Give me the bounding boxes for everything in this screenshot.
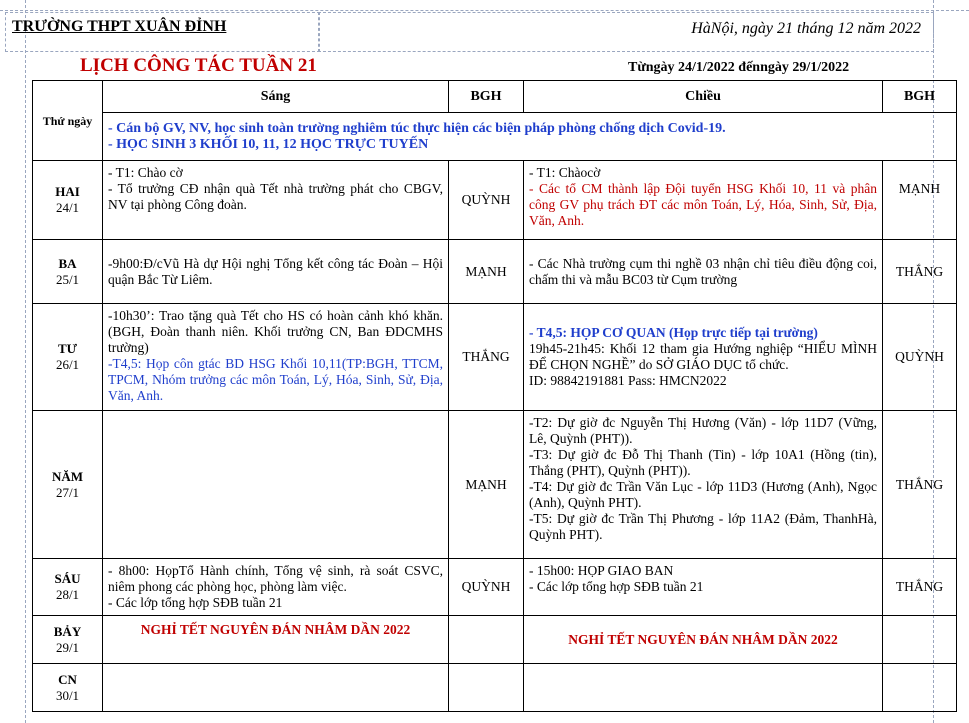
margin-guide-top: [0, 10, 969, 11]
table-row: [33, 616, 957, 664]
bgh-morning: [449, 664, 524, 712]
morning-cell: [103, 161, 449, 240]
col-bgh-afternoon: BGH: [883, 81, 957, 113]
afternoon-cell: [524, 304, 883, 411]
day-name: SÁU: [54, 571, 81, 586]
morning-item-blue: -T4,5: Họp côn gtác BD HSG Khối 10,11(TP:BGH, TTCM, TPCM, Nhóm trưởng các môn Toán, Lý, Hóa, Sinh, Sử, Địa, Văn, Anh.: [108, 356, 443, 403]
notice-line: - Cán bộ GV, NV, học sinh toàn trường nghiêm túc thực hiện các biện pháp phòng chống dịch Covid-19.: [108, 120, 726, 136]
day-name: BA: [58, 255, 77, 271]
afternoon-item: -T3: Dự giờ đc Đỗ Thị Thanh (Tin) - lớp 10A1 (Hồng (tin), Thắng (PHT), Quỳnh (PHT)).: [529, 447, 877, 478]
header-row: [33, 81, 957, 113]
bgh-afternoon: MẠNH: [883, 161, 957, 240]
day-name: TƯ: [57, 341, 78, 356]
table-row: [33, 240, 957, 304]
date-line: HàNội, ngày 21 tháng 12 năm 2022: [691, 20, 921, 37]
morning-item: - Các lớp tổng hợp SĐB tuần 21: [108, 595, 283, 610]
week-title: LỊCH CÔNG TÁC TUẦN 21: [80, 55, 317, 76]
bgh-afternoon: THẮNG: [883, 559, 957, 616]
col-bgh-morning: BGH: [449, 81, 524, 113]
bgh-morning: QUỲNH: [449, 161, 524, 240]
day-cell: [33, 304, 103, 411]
bgh-afternoon: QUỲNH: [883, 304, 957, 411]
afternoon-cell: [524, 559, 883, 616]
day-cell: [33, 664, 103, 712]
bgh-morning: THẮNG: [449, 304, 524, 411]
holiday-morning: NGHỈ TẾT NGUYÊN ĐÁN NHÂM DẦN 2022: [103, 616, 449, 664]
bgh-afternoon: THẮNG: [883, 240, 957, 304]
day-name: BẢY: [53, 623, 82, 639]
school-name: TRƯỜNG THPT XUÂN ĐỈNH: [12, 18, 227, 35]
day-date: 29/1: [55, 639, 80, 655]
table-row: [33, 664, 957, 712]
afternoon-item-red: - Các tổ CM thành lập Đội tuyển HSG Khối 10, 11 và phân công GV phụ trách ĐT các môn Toán, Lý, Hóa, Sinh, Sử, Địa, Văn, Anh.: [529, 181, 877, 228]
bgh-morning: QUỲNH: [449, 559, 524, 616]
afternoon-cell: [524, 161, 883, 240]
morning-cell: [103, 559, 449, 616]
bgh-morning: MẠNH: [449, 411, 524, 559]
morning-cell: [103, 240, 449, 304]
afternoon-cell: [524, 240, 883, 304]
day-name: CN: [58, 671, 77, 687]
afternoon-item: 19h45-21h45: Khối 12 tham gia Hướng nghiệp “HIỂU MÌNH ĐỂ CHỌN NGHỀ” do SỞ GIÁO DỤC tổ chức.: [529, 341, 877, 372]
day-name: NĂM: [51, 468, 84, 484]
bgh-afternoon: THẮNG: [883, 411, 957, 559]
col-morning: Sáng: [103, 81, 449, 113]
afternoon-cell: [524, 664, 883, 712]
morning-item: -10h30’: Trao tặng quà Tết cho HS có hoàn cảnh khó khăn. (BGH, Đoàn thanh niên. Khối trưởng CN, Ban ĐDCMHS trường): [108, 308, 443, 355]
day-cell: [33, 411, 103, 559]
morning-cell: [103, 664, 449, 712]
margin-guide-left: [25, 0, 26, 723]
afternoon-item: - T1: Chàocờ: [529, 165, 601, 180]
day-date: 28/1: [55, 587, 80, 602]
notice-row: [33, 113, 957, 161]
day-date: 27/1: [55, 484, 80, 500]
morning-cell: [103, 304, 449, 411]
col-afternoon: Chiều: [524, 81, 883, 113]
morning-item: - Tổ trưởng CĐ nhận quà Tết nhà trường phát cho CBGV, NV tại phòng Công đoàn.: [108, 181, 443, 212]
table-row: [33, 304, 957, 411]
table-row: [33, 161, 957, 240]
afternoon-item: -T4: Dự giờ đc Trần Văn Lục - lớp 11D3 (Hương (Anh), Ngọc (Anh), Quỳnh PHT).: [529, 479, 877, 510]
afternoon-item-blue: - T4,5: HỌP CƠ QUAN (Họp trực tiếp tại trường): [529, 325, 818, 340]
holiday-afternoon: NGHỈ TẾT NGUYÊN ĐÁN NHÂM DẦN 2022: [524, 616, 883, 664]
afternoon-item: -T2: Dự giờ đc Nguyễn Thị Hương (Văn) - lớp 11D7 (Vững, Lê, Quỳnh (PHT)).: [529, 415, 877, 446]
day-cell: [33, 240, 103, 304]
morning-cell: [103, 411, 449, 559]
day-date: 30/1: [55, 687, 80, 703]
col-day: Thứ ngày: [33, 81, 103, 161]
afternoon-cell: [524, 411, 883, 559]
table-row: [33, 559, 957, 616]
afternoon-item: - Các Nhà trường cụm thi nghề 03 nhận chỉ tiêu điều động coi, chấm thi và mẫu BC03 từ Cụm trường: [529, 255, 877, 287]
schedule-table: [32, 80, 957, 712]
bgh-afternoon: [883, 616, 957, 664]
bgh-morning: [449, 616, 524, 664]
morning-item: - T1: Chào cờ: [108, 165, 183, 180]
day-name: HAI: [55, 184, 80, 199]
afternoon-item: - Các lớp tổng hợp SĐB tuần 21: [529, 579, 704, 594]
table-row: [33, 411, 957, 559]
afternoon-item: ID: 98842191881 Pass: HMCN2022: [529, 373, 727, 388]
notice-line: - HỌC SINH 3 KHỐI 10, 11, 12 HỌC TRỰC TUYẾN: [108, 136, 429, 152]
day-cell: [33, 616, 103, 664]
date-range: Từngày 24/1/2022 đếnngày 29/1/2022: [628, 60, 850, 75]
morning-item: - 8h00: HọpTổ Hành chính, Tổng vệ sinh, rà soát CSVC, niêm phong các phòng học, phòng làm việc.: [108, 563, 443, 594]
day-cell: [33, 161, 103, 240]
day-date: 26/1: [55, 357, 80, 372]
morning-item: -9h00:Đ/cVũ Hà dự Hội nghị Tổng kết công tác Đoàn – Hội quận Bắc Từ Liêm.: [108, 255, 443, 287]
notice: [103, 113, 957, 161]
day-date: 25/1: [55, 271, 80, 287]
day-cell: [33, 559, 103, 616]
day-date: 24/1: [55, 200, 80, 215]
bgh-morning: MẠNH: [449, 240, 524, 304]
afternoon-item: -T5: Dự giờ đc Trần Thị Phương - lớp 11A2 (Đảm, ThanhHà, Quỳnh PHT).: [529, 511, 877, 542]
bgh-afternoon: [883, 664, 957, 712]
afternoon-item: - 15h00: HỌP GIAO BAN: [529, 563, 674, 578]
